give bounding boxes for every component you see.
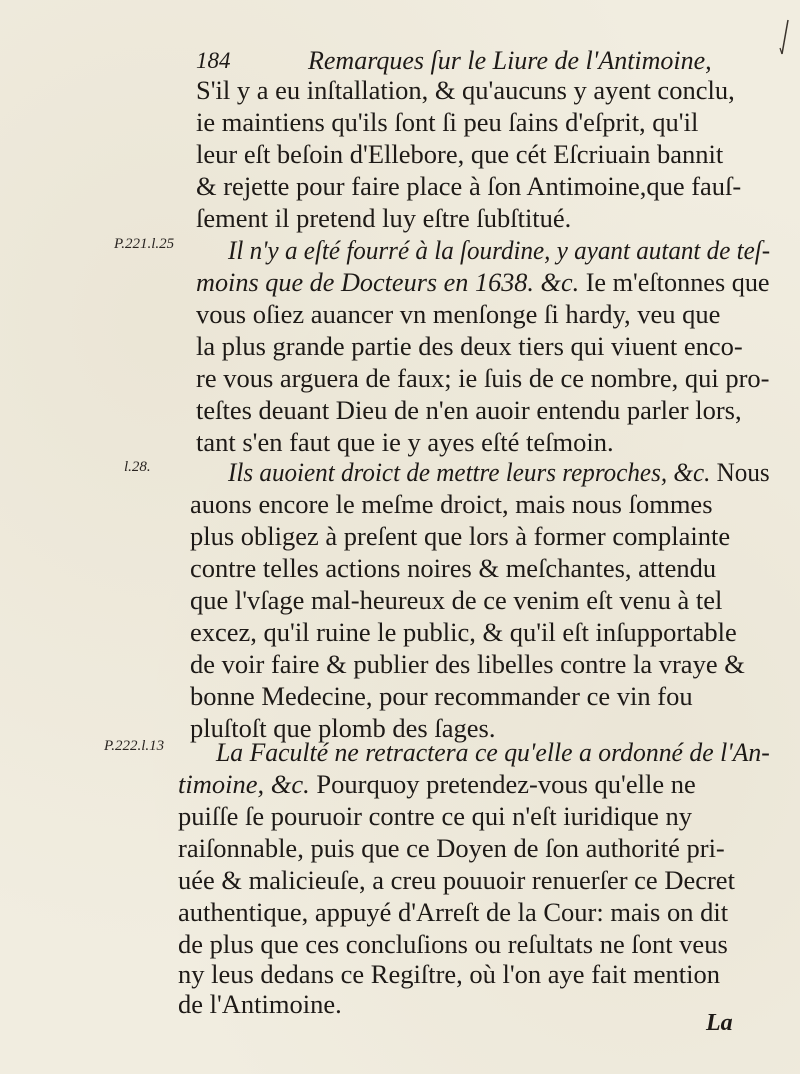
text-line: & rejette pour faire place à ſon Antimoine,que fauſ- [196,171,742,201]
page-edge-mark [778,18,792,58]
text-line: Ils auoient droict de mettre leurs reproches, &c. Nous [228,457,770,487]
text-line: uée & malicieuſe, a creu pouuoir renuerſer ce Decret [178,865,735,895]
running-title: Remarques ſur le Liure de l'Antimoine, [308,46,712,75]
text-line: teſtes deuant Dieu de n'en auoir entendu parler lors, [196,395,742,425]
text-line: vous oſiez auancer vn menſonge ſi hardy, veu que [196,299,721,329]
text-line: moins que de Docteurs en 1638. &c. Ie m'eſtonnes que [196,267,770,297]
page-number: 184 [196,48,231,73]
text-line: leur eſt beſoin d'Ellebore, que cét Eſcriuain bannit [196,139,724,169]
text-line: S'il y a eu inſtallation, & qu'aucuns y ayent conclu, [196,75,735,105]
text-line: plus obligez à preſent que lors à former complainte [190,521,731,551]
text-line: La Faculté ne retractera ce qu'elle a ordonné de l'An- [216,737,770,767]
text-line: ie maintiens qu'ils ſont ſi peu ſains d'eſprit, qu'il [196,107,699,137]
text-line: re vous arguera de faux; ie ſuis de ce nombre, qui pro- [196,363,770,393]
text-line: de voir faire & publier des libelles contre la vraye & [190,649,745,679]
margin-note: l.28. [124,459,151,475]
text-line: Il n'y a eſté fourré à la ſourdine, y ayant autant de teſ- [228,235,771,265]
text-line: authentique, appuyé d'Arreſt de la Cour: mais on dit [178,897,729,927]
text-line: excez, qu'il ruine le public, & qu'il eſt inſupportable [190,617,737,647]
text-line: bonne Medecine, pour recommander ce vin fou [190,681,693,711]
text-line: de l'Antimoine. [178,989,342,1019]
text-line: pluſtoſt que plomb des ſages. [190,713,496,743]
catchword: La [706,1010,733,1036]
text-line: auons encore le meſme droict, mais nous ſommes [190,489,713,519]
text-line: tant s'en faut que ie y ayes eſté teſmoin. [196,427,614,457]
text-line: que l'vſage mal-heureux de ce venim eſt venu à tel [190,585,723,615]
text-line: contre telles actions noires & meſchantes, attendu [190,553,717,583]
text-line: timoine, &c. Pourquoy pretendez-vous qu'elle ne [178,769,696,799]
text-line: ny leus dedans ce Regiſtre, où l'on aye fait mention [178,959,720,989]
text-line: puiſſe ſe pouruoir contre ce qui n'eſt iuridique ny [178,801,693,831]
text-line: la plus grande partie des deux tiers qui viuent enco- [196,331,743,361]
text-line: raiſonnable, puis que ce Doyen de ſon authorité pri- [178,833,725,863]
margin-note: P.221.l.25 [114,236,175,252]
text-line: ſement il pretend luy eſtre ſubſtitué. [196,203,572,233]
margin-note: P.222.l.13 [104,738,165,754]
text-line: de plus que ces concluſions ou reſultats ne ſont veus [178,929,728,959]
